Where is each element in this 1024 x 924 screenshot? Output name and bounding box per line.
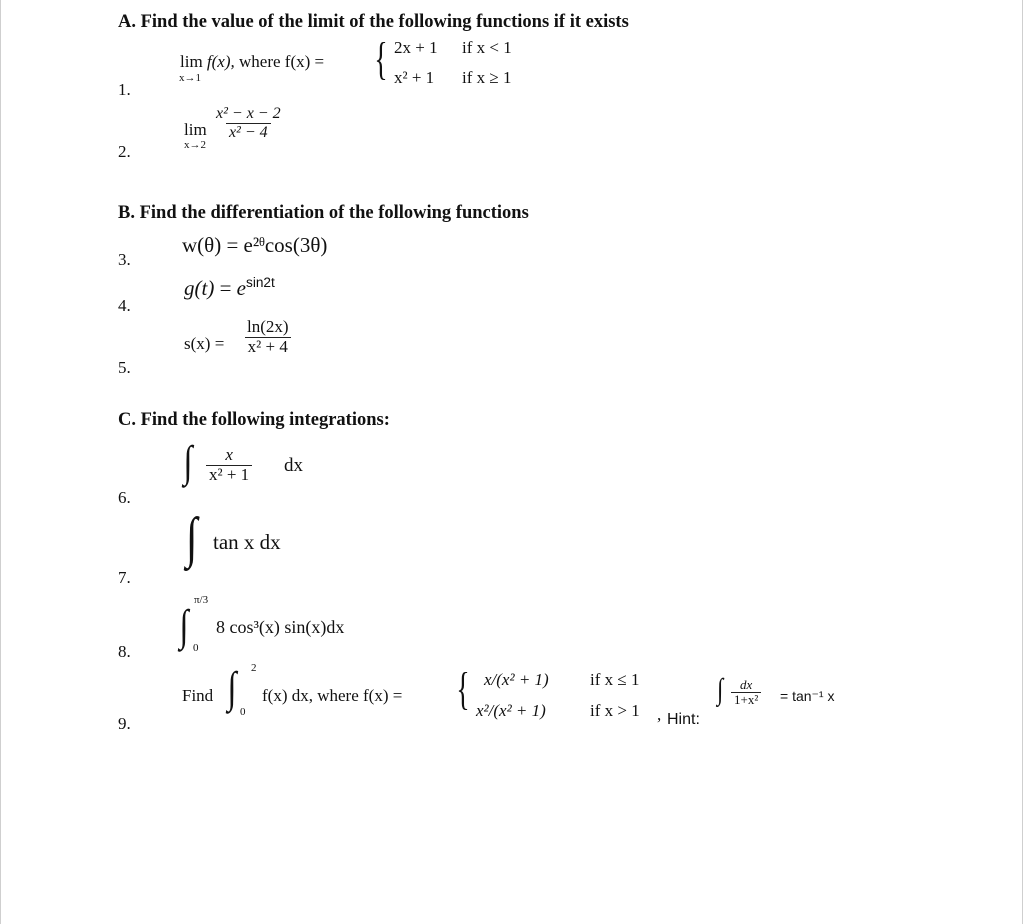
question-number-2: 2. (118, 142, 131, 161)
q9-upper-limit: 2 (251, 662, 257, 674)
q6-denominator: x² + 1 (206, 465, 252, 485)
q8-expression: 8 cos³(x) sin(x)dx (216, 617, 345, 637)
hint-integral-sign: ∫ (717, 673, 724, 706)
q2-numerator: x² − x − 2 (216, 105, 281, 122)
q3-expression: w(θ) = e²ᶿcos(3θ) (182, 233, 328, 257)
q1-case1: 2x + 1 (394, 38, 438, 57)
question-number-6: 6. (118, 488, 131, 507)
page-border-left (0, 0, 1, 924)
q1-case2: x² + 1 (394, 68, 435, 87)
q5-numerator: ln(2x) (247, 317, 289, 336)
question-number-1: 1. (118, 80, 131, 99)
q6-dx: dx (284, 455, 303, 476)
q6-integral-sign: ∫ (183, 437, 193, 486)
hint-fraction (731, 678, 761, 708)
q9-cond1: if x ≤ 1 (590, 670, 640, 689)
q1-limit (180, 52, 324, 72)
q1-where: where f(x) = (239, 52, 325, 71)
q6-fraction (206, 446, 252, 484)
question-number-3: 3. (118, 250, 131, 269)
question-number-4: 4. (118, 296, 131, 315)
q1-lim-subscript: x→1 (179, 72, 201, 84)
q9-case2: x²/(x² + 1) (476, 701, 546, 720)
q9-brace: { (456, 663, 470, 714)
q8-upper-limit: π/3 (194, 594, 209, 606)
question-number-5: 5. (118, 358, 131, 377)
q8-lower-limit: 0 (193, 642, 199, 654)
q9-comma: , (657, 705, 662, 724)
q1-lim: lim (180, 52, 203, 71)
question-number-7: 7. (118, 568, 131, 587)
q5-fraction (244, 318, 292, 356)
q2-fraction (213, 105, 284, 141)
section-a-heading: A. Find the value of the limit of the following functions if it exists (118, 12, 629, 32)
section-b-heading: B. Find the differentiation of the following functions (118, 203, 529, 223)
q4-expression (184, 275, 275, 301)
hint-denominator: 1+x² (731, 692, 761, 707)
q9-integral-sign: ∫ (227, 663, 237, 712)
q9-lower-limit: 0 (240, 706, 246, 718)
q6-numerator: x (225, 445, 233, 464)
q8-integral-sign: ∫ (179, 601, 189, 650)
q5-lhs: s(x) = (184, 334, 225, 353)
q4-eq: = (219, 276, 232, 300)
q1-fx: f(x), (206, 52, 235, 71)
q4-lhs: g(t) (184, 276, 215, 300)
hint-numerator: dx (739, 677, 753, 692)
page-border-right (1022, 0, 1023, 924)
q9-expression: f(x) dx, where f(x) = (262, 686, 403, 705)
q9-case1: x/(x² + 1) (484, 670, 549, 689)
q9-find: Find (182, 686, 214, 705)
q1-cond1: if x < 1 (462, 38, 512, 57)
q4-base: e (236, 276, 246, 300)
q7-integral-sign: ∫ (185, 507, 198, 569)
section-c-heading: C. Find the following integrations: (118, 410, 390, 430)
q4-exponent: sin2t (246, 275, 275, 290)
q2-denominator: x² − 4 (226, 123, 271, 142)
q1-cond2: if x ≥ 1 (462, 68, 512, 87)
q2-lim-subscript: x→2 (184, 139, 206, 151)
hint-rhs: = tan⁻¹ x (780, 688, 835, 704)
q5-denominator: x² + 4 (245, 337, 291, 357)
q9-cond2: if x > 1 (590, 701, 640, 720)
question-number-8: 8. (118, 642, 131, 661)
q2-lim: lim (184, 120, 207, 139)
q9-hint: Hint: (667, 711, 700, 728)
question-number-9: 9. (118, 714, 131, 733)
q7-expression: tan x dx (213, 530, 281, 554)
q1-brace: { (374, 33, 388, 84)
